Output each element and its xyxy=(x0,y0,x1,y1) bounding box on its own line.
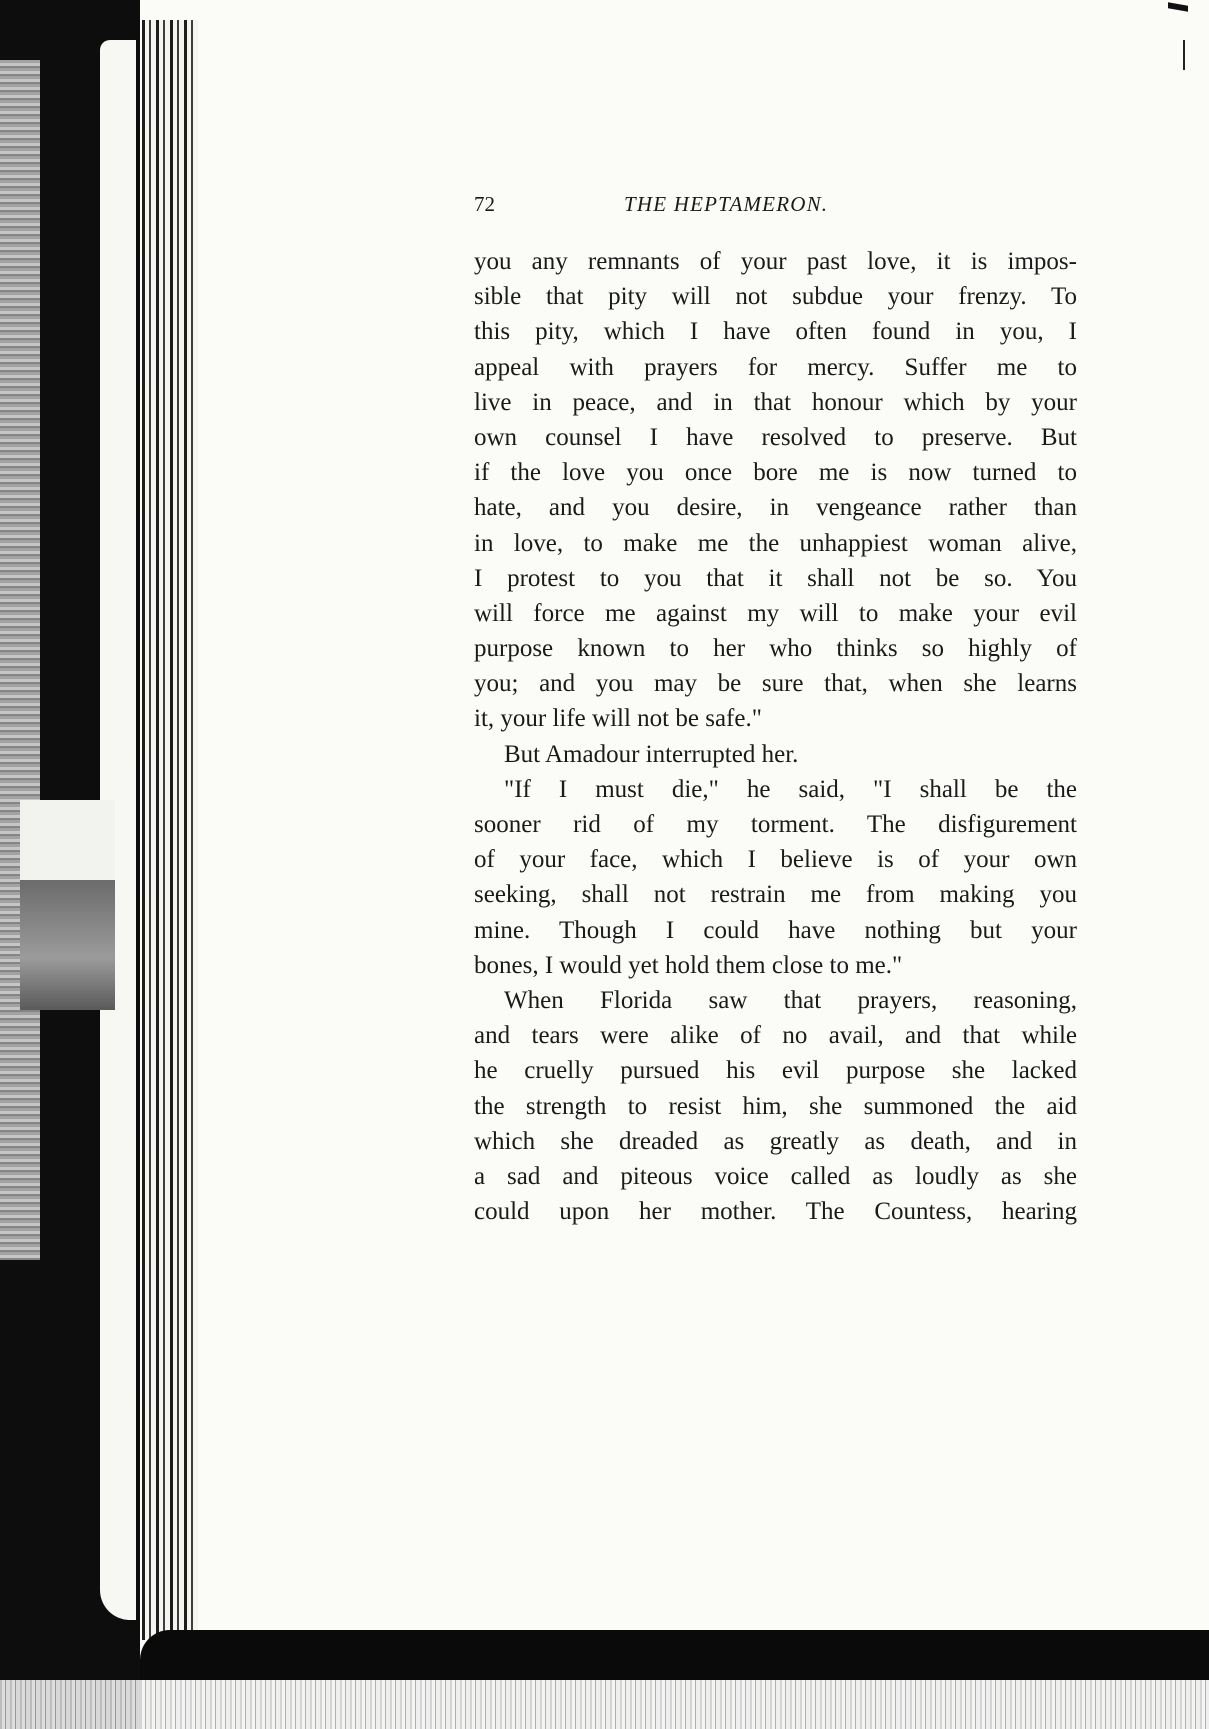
text-line: could upon her mother. The Countess, hearing xyxy=(474,1198,1077,1226)
text-line: I protest to you that it shall not be so. You xyxy=(474,564,1077,592)
text-line: When Florida saw that prayers, reasoning, xyxy=(504,986,1077,1014)
text-line: appeal with prayers for mercy. Suffer me to xyxy=(474,353,1077,381)
text-line: in love, to make me the unhappiest woman alive, xyxy=(474,529,1077,557)
text-line: the strength to resist him, she summoned the aid xyxy=(474,1092,1077,1120)
text-line: live in peace, and in that honour which by your xyxy=(474,388,1077,416)
body-text xyxy=(474,244,1077,1229)
text-line: and tears were alike of no avail, and that while xyxy=(474,1022,1077,1050)
text-line: of your face, which I believe is of your own xyxy=(474,846,1077,874)
running-header xyxy=(474,192,1079,222)
text-line: will force me against my will to make your evil xyxy=(474,599,1077,627)
text-line: a sad and piteous voice called as loudly as she xyxy=(474,1162,1077,1190)
text-line: which she dreaded as greatly as death, and in xyxy=(474,1127,1077,1155)
spine-gray-patch xyxy=(20,880,115,1010)
bottom-scan-noise xyxy=(0,1680,1209,1729)
text-line: purpose known to her who thinks so highly of xyxy=(474,635,1077,663)
text-line: he cruelly pursued his evil purpose she lacked xyxy=(474,1057,1077,1085)
corner-scan-mark xyxy=(1168,2,1188,12)
page-number: 72 xyxy=(474,192,495,216)
binding-edge-lines xyxy=(142,20,198,1640)
text-line: if the love you once bore me is now turned to xyxy=(474,459,1077,487)
text-line: hate, and you desire, in vengeance rather than xyxy=(474,494,1077,522)
text-line: bones, I would yet hold them close to me." xyxy=(474,951,903,979)
text-line: you any remnants of your past love, it is impos- xyxy=(474,248,1077,275)
text-line: sooner rid of my torment. The disfigurement xyxy=(474,811,1077,838)
spine-light-patch xyxy=(20,800,115,880)
bottom-page-edge xyxy=(140,1630,1209,1680)
text-line: seeking, shall not restrain me from making you xyxy=(474,881,1077,909)
text-line: it, your life will not be safe." xyxy=(474,705,762,733)
spine-scan-noise xyxy=(0,60,40,1260)
text-line: own counsel I have resolved to preserve. But xyxy=(474,423,1077,451)
running-title: THE HEPTAMERON. xyxy=(624,192,829,216)
text-line: "If I must die," he said, "I shall be the xyxy=(504,775,1077,803)
text-line: But Amadour interrupted her. xyxy=(504,740,799,768)
text-line: mine. Though I could have nothing but your xyxy=(474,916,1077,944)
text-line: this pity, which I have often found in you, I xyxy=(474,318,1077,346)
text-line: sible that pity will not subdue your frenzy. To xyxy=(474,283,1077,311)
corner-scan-line xyxy=(1183,40,1185,70)
text-line: you; and you may be sure that, when she learns xyxy=(474,670,1077,698)
